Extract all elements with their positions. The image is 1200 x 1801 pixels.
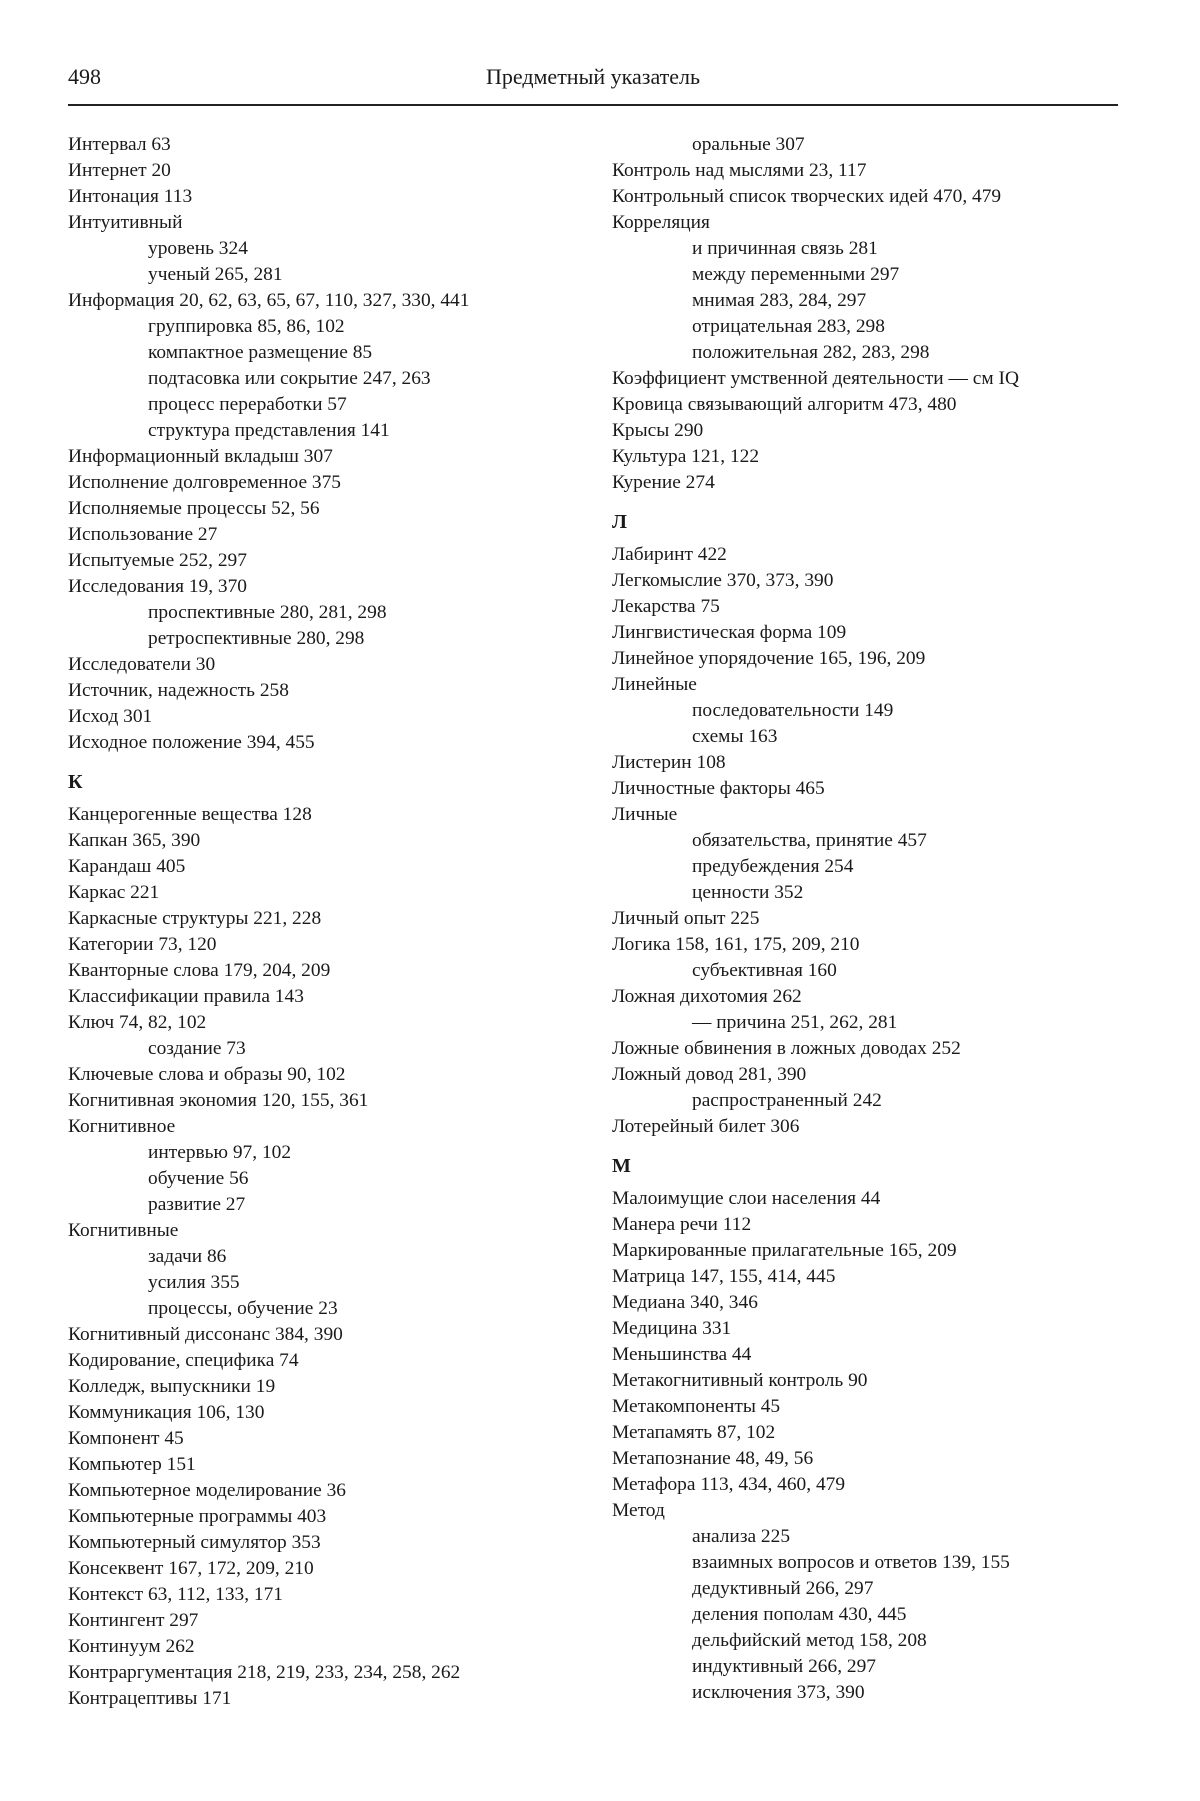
index-entry: Капкан 365, 390 [68,828,568,854]
index-entry: Каркасные структуры 221, 228 [68,906,568,932]
index-entry: Личный опыт 225 [612,906,1112,932]
index-entry: Линейное упорядочение 165, 196, 209 [612,646,1112,672]
index-entry: Исполнение долговременное 375 [68,470,568,496]
index-entry: Категории 73, 120 [68,932,568,958]
index-entry: Интуитивный [68,210,568,236]
index-entry: Меньшинства 44 [612,1342,1112,1368]
index-entry: Канцерогенные вещества 128 [68,802,568,828]
index-entry: Лекарства 75 [612,594,1112,620]
index-entry: Источник, надежность 258 [68,678,568,704]
index-subentry: оральные 307 [612,132,1112,158]
index-entry: Ложные обвинения в ложных доводах 252 [612,1036,1112,1062]
index-subentry: индуктивный 266, 297 [612,1654,1112,1680]
index-entry: Метакогнитивный контроль 90 [612,1368,1112,1394]
index-entry: Манера речи 112 [612,1212,1112,1238]
index-subentry: дельфийский метод 158, 208 [612,1628,1112,1654]
index-subentry: анализа 225 [612,1524,1112,1550]
index-entry: Медиана 340, 346 [612,1290,1112,1316]
section-letter: Л [612,509,1112,535]
index-entry: Испытуемые 252, 297 [68,548,568,574]
index-entry: Контрацептивы 171 [68,1686,568,1712]
index-entry: Личностные факторы 465 [612,776,1112,802]
index-entry: Лингвистическая форма 109 [612,620,1112,646]
index-entry: Исход 301 [68,704,568,730]
index-entry: Легкомыслие 370, 373, 390 [612,568,1112,594]
index-entry: Исходное положение 394, 455 [68,730,568,756]
index-subentry: схемы 163 [612,724,1112,750]
index-subentry: компактное размещение 85 [68,340,568,366]
index-entry: Метакомпоненты 45 [612,1394,1112,1420]
index-entry: Исследования 19, 370 [68,574,568,600]
index-entry: Колледж, выпускники 19 [68,1374,568,1400]
section-letter: М [612,1153,1112,1179]
index-entry: Малоимущие слои населения 44 [612,1186,1112,1212]
index-subentry: последовательности 149 [612,698,1112,724]
index-entry: Маркированные прилагательные 165, 209 [612,1238,1112,1264]
section-letter: К [68,769,568,795]
index-entry: Когнитивное [68,1114,568,1140]
index-subentry: развитие 27 [68,1192,568,1218]
index-entry: Исполняемые процессы 52, 56 [68,496,568,522]
index-entry: Кровица связывающий алгоритм 473, 480 [612,392,1112,418]
index-subentry: субъективная 160 [612,958,1112,984]
running-title: Предметный указатель [68,64,1118,90]
index-entry: Классификации правила 143 [68,984,568,1010]
index-subentry: группировка 85, 86, 102 [68,314,568,340]
index-entry: Континуум 262 [68,1634,568,1660]
index-entry: Когнитивные [68,1218,568,1244]
index-entry: Кодирование, специфика 74 [68,1348,568,1374]
index-subentry: ученый 265, 281 [68,262,568,288]
index-subentry: усилия 355 [68,1270,568,1296]
page-number: 498 [68,64,101,90]
index-entry: Интернет 20 [68,158,568,184]
page-header [68,58,1118,106]
index-entry: Компьютерное моделирование 36 [68,1478,568,1504]
index-entry: Культура 121, 122 [612,444,1112,470]
index-entry: Интонация 113 [68,184,568,210]
index-subentry: и причинная связь 281 [612,236,1112,262]
index-entry: Коммуникация 106, 130 [68,1400,568,1426]
index-entry: Метафора 113, 434, 460, 479 [612,1472,1112,1498]
index-entry: Линейные [612,672,1112,698]
index-entry: Контекст 63, 112, 133, 171 [68,1582,568,1608]
index-entry: Крысы 290 [612,418,1112,444]
index-entry: Лабиринт 422 [612,542,1112,568]
index-entry: Коэффициент умственной деятельности — см IQ [612,366,1112,392]
index-entry: Интервал 63 [68,132,568,158]
index-entry: Матрица 147, 155, 414, 445 [612,1264,1112,1290]
index-column-right [612,132,1112,1706]
index-subentry: дедуктивный 266, 297 [612,1576,1112,1602]
index-entry: Метод [612,1498,1112,1524]
index-entry: Информационный вкладыш 307 [68,444,568,470]
index-subentry: проспективные 280, 281, 298 [68,600,568,626]
index-column-left [68,132,568,1712]
index-entry: Курение 274 [612,470,1112,496]
index-subentry: обучение 56 [68,1166,568,1192]
index-entry: Кванторные слова 179, 204, 209 [68,958,568,984]
index-entry: Личные [612,802,1112,828]
index-entry: Ложный довод 281, 390 [612,1062,1112,1088]
index-entry: Когнитивный диссонанс 384, 390 [68,1322,568,1348]
index-subentry: интервью 97, 102 [68,1140,568,1166]
index-subentry: предубеждения 254 [612,854,1112,880]
index-entry: Лотерейный билет 306 [612,1114,1112,1140]
index-subentry: деления пополам 430, 445 [612,1602,1112,1628]
index-entry: Контингент 297 [68,1608,568,1634]
index-entry: Метапознание 48, 49, 56 [612,1446,1112,1472]
index-entry: Исследователи 30 [68,652,568,678]
index-subentry: ретроспективные 280, 298 [68,626,568,652]
index-subentry: ценности 352 [612,880,1112,906]
index-entry: Когнитивная экономия 120, 155, 361 [68,1088,568,1114]
index-entry: Компонент 45 [68,1426,568,1452]
index-subentry: задачи 86 [68,1244,568,1270]
index-subentry: исключения 373, 390 [612,1680,1112,1706]
index-subentry: отрицательная 283, 298 [612,314,1112,340]
index-entry: Медицина 331 [612,1316,1112,1342]
index-subentry: между переменными 297 [612,262,1112,288]
index-subentry: мнимая 283, 284, 297 [612,288,1112,314]
index-entry: Контраргументация 218, 219, 233, 234, 258, 262 [68,1660,568,1686]
index-entry: Ложная дихотомия 262 [612,984,1112,1010]
index-entry: Информация 20, 62, 63, 65, 67, 110, 327, 330, 441 [68,288,568,314]
index-subentry: распространенный 242 [612,1088,1112,1114]
index-subentry: структура представления 141 [68,418,568,444]
index-entry: Компьютер 151 [68,1452,568,1478]
index-subentry: обязательства, принятие 457 [612,828,1112,854]
index-entry: Метапамять 87, 102 [612,1420,1112,1446]
index-subentry: процессы, обучение 23 [68,1296,568,1322]
index-subentry: — причина 251, 262, 281 [612,1010,1112,1036]
index-entry: Ключевые слова и образы 90, 102 [68,1062,568,1088]
index-entry: Корреляция [612,210,1112,236]
index-subentry: взаимных вопросов и ответов 139, 155 [612,1550,1112,1576]
index-subentry: положительная 282, 283, 298 [612,340,1112,366]
index-entry: Контрольный список творческих идей 470, 479 [612,184,1112,210]
index-entry: Контроль над мыслями 23, 117 [612,158,1112,184]
index-subentry: уровень 324 [68,236,568,262]
index-subentry: подтасовка или сокрытие 247, 263 [68,366,568,392]
index-subentry: процесс переработки 57 [68,392,568,418]
index-subentry: создание 73 [68,1036,568,1062]
index-entry: Компьютерный симулятор 353 [68,1530,568,1556]
index-entry: Использование 27 [68,522,568,548]
index-entry: Каркас 221 [68,880,568,906]
index-entry: Ключ 74, 82, 102 [68,1010,568,1036]
index-entry: Карандаш 405 [68,854,568,880]
index-entry: Компьютерные программы 403 [68,1504,568,1530]
index-entry: Логика 158, 161, 175, 209, 210 [612,932,1112,958]
index-entry: Листерин 108 [612,750,1112,776]
index-entry: Консеквент 167, 172, 209, 210 [68,1556,568,1582]
